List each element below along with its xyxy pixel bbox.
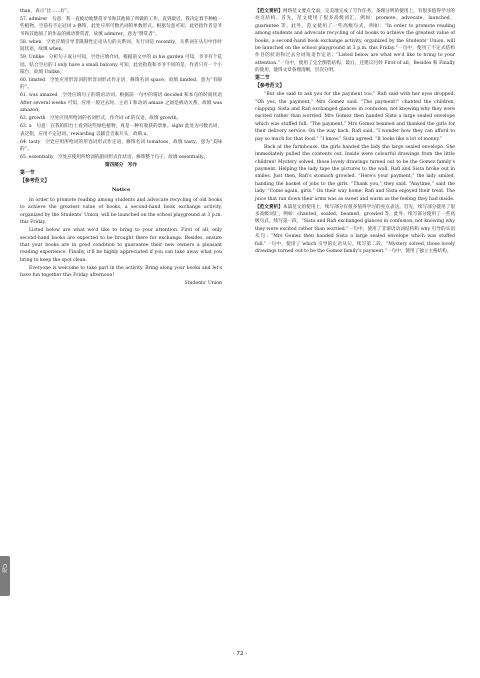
story-paragraph-1: “But she said to ask you for the payment too,” Rafi said with her eyes dropped. “Oh yes, the payment,” Mrs Gomez said. “The payment!” chanted the children, clapping. Sista and Rafi exchanged glances in confusion, not knowing why they were excited rather than worried. Mrs Gomez then handed Sista a large sealed envelope which was stuffed full. “The payment,” Mrs Gomez beamed and thanked the girls for their delivery service. On the way back, Rafi said, “I wonder how they can afford to pay so much for that food.” “I know,” Sista agreed. “It looks like a lot of money.” [255,92,455,142]
story-paragraph-2: Back at the farmhouse, the girls handed the lady the large sealed envelope. She immediately pulled the contents out. Inside were colourful drawings from the little children! Mystery solved, those lovely drawings turned out to be the Gomez family's payment. Helping the lady tape the pictures to the wall, Rafi and Sista broke out in smiles. Just then, Rafi's stomach growled. “Here's your payment,” the lady smiled, handing the basket of jobs to the girls. “Thank you,” they said. “Anytime,” said the lady. “Come again, girls.” On their way home, Rafi and Sista enjoyed their treat. The juice that ran down their arms was as sweet and warm as the feeling they had inside. [255,144,455,202]
edition-side-tab [0,556,10,596]
answer-line: than，表示“比……好”。 [20,9,72,14]
notice-title: Notice [111,187,131,194]
appreciation-1 [255,8,455,75]
notice-paragraph-2: Listed below are what we'd like to bring to your attention. First of all, only second-hand books are expected to be brought there for exchange. Besides, ensure that your books are in good condition to guarantee their new owners a pleasant reading experience. Finally, it'll be highly appreciated if you can take away what you bring to keep the spot clean. [20,228,222,263]
part-heading: 第四部分 写作 [104,163,138,169]
answer-62: 62. growth 空处应用所给词的名词形式，作介词 of 的宾语，故填 growth。 [20,116,182,122]
page-number: · 72 · [232,651,248,657]
reference-essay-tag-2: 【参考范文】 [255,83,285,90]
edition-label: C版 [1,564,7,573]
section-1-heading: 第一节 [20,170,35,177]
appreciation-1-text: 网络范文要点全面，完美地完成了写作任务，条理分明的使用上，有很多值得学习的亮点结构。首先，范文使用了很多高级词汇，例如：promote，advocate，launched，guarantee 等。此外，范文使用了一些高级句式，例如：“In order to promote reading among students and advocate recycling of old books to achieve the greatest value of books, a second-hand book exchange activity, organized by the Students' Union, will be launched on the school playground at 3 p.m. this Friday.”一句中，使用了不定式结构作目的状语和过去分词短语作定语；“Listed below are what we'd like to bring to your attention.”一句中，使用了完全倒装结构。最后，还建议巧妙 First of all，Besides 和 Finally 的使用，使得文章条理清晰，层次分明。 [255,9,455,74]
appreciation-2 [255,204,455,256]
appreciation-2-text: 本篇范文的使用上，续写部分有很多值得学习的亮点表达。首先，续写部分使用了很多高级词汇，例如：chanted，sealed，beamed，growled 等。此外，续写部分使用了一些高级句式。续写第一段，“Sista and Rafi exchanged glances in confusion, not knowing why they were excited rather than worried.”一句中，使用了非谓语动词结构和 why 引导的宾语从句；“Mrs Gomez then handed Sista a large sealed envelope which was stuffed full.”一句中，使用了 which 引导的定语从句。续写第二段，“Mystery solved, those lovely drawings turned out to be the Gomez family's payment.”一句中，使用了独立主格结构。 [255,204,455,254]
notice-paragraph-3: Everyone is welcome to take part in the activity. Bring along your books and let's have fun together this Friday afternoon! [20,265,222,279]
right-column [255,8,455,256]
answer-57: 57. admirer 句意：我一直被动地赞赏爷爷和其他阅了所做的工作，直到最近，我决定着手种植一些植物。空前有不定冠词 a 修饰，此处应用可数名词的单数形式。根据句意可知，此处指作者是爷爷和其他阅了的作品的被动赞赏者，故填 admirer，意为“赞赏者”。 [20,17,222,37]
answer-64: 64. tasty 空处应用所给词的形容词形式作定语，修饰名词 tomatoes，故填 tasty，意为“美味的”。 [20,139,222,153]
answer-58: 58. when 空处应填引导非限制性定语从句的关系词。先行词是 recently，关系词在从句中作时间状语，故填 when。 [20,39,222,53]
answer-59: 59. Unlike 分析句子成分可知，空处应填介词。根据前文中的 in his garden 可知，爷爷有个花园。结合空后的 I only have a small balcony 可知，此处指我和爷爷不同的是，作者只有一个小阳台，故填 Unlike。 [20,55,222,76]
answer-61: 61. was amazed 空处应填句子的谓语动词。根据前一句中的谓语 decided 和本句的时间状语 After several weeks 可知，应用一般过去时。主语 I 和动词 amaze 之间是被动关系，故填 was amazed。 [20,93,222,114]
answer-60: 60. limited 空处应用形容词的形容词形式作定语，修饰名词 space，故填 limited，意为“有限的”。 [20,78,222,91]
appreciation-1-tag: 【范文赏析】 [255,9,283,14]
notice-paragraph-1: In order to promote reading among students and advocate recycling of old books to achieve the greatest value of books, a second-hand book exchange activity, organized by the Students' Union, will be launched on the school playground at 3 p.m. this Friday. [20,197,222,226]
reference-essay-tag: 【参考范文】 [20,178,50,185]
answer-63: 63. a 句意：在我的阳台上看到这些绿色植物，真是一种有收获的景象。sight 此处为可数名词，表泛指，应用不定冠词。rewarding 以辅音音素开头，故填 a。 [20,124,222,137]
notice-signature: Students' Union [184,281,222,287]
appreciation-2-tag: 【范文赏析】 [255,204,283,210]
left-column [20,8,222,288]
answer-65: 65. essentially 空处应使用所给词的副词形式作状语，修饰整个句子，故填 essentially。 [20,155,209,161]
section-2-heading: 第二节 [255,75,270,82]
